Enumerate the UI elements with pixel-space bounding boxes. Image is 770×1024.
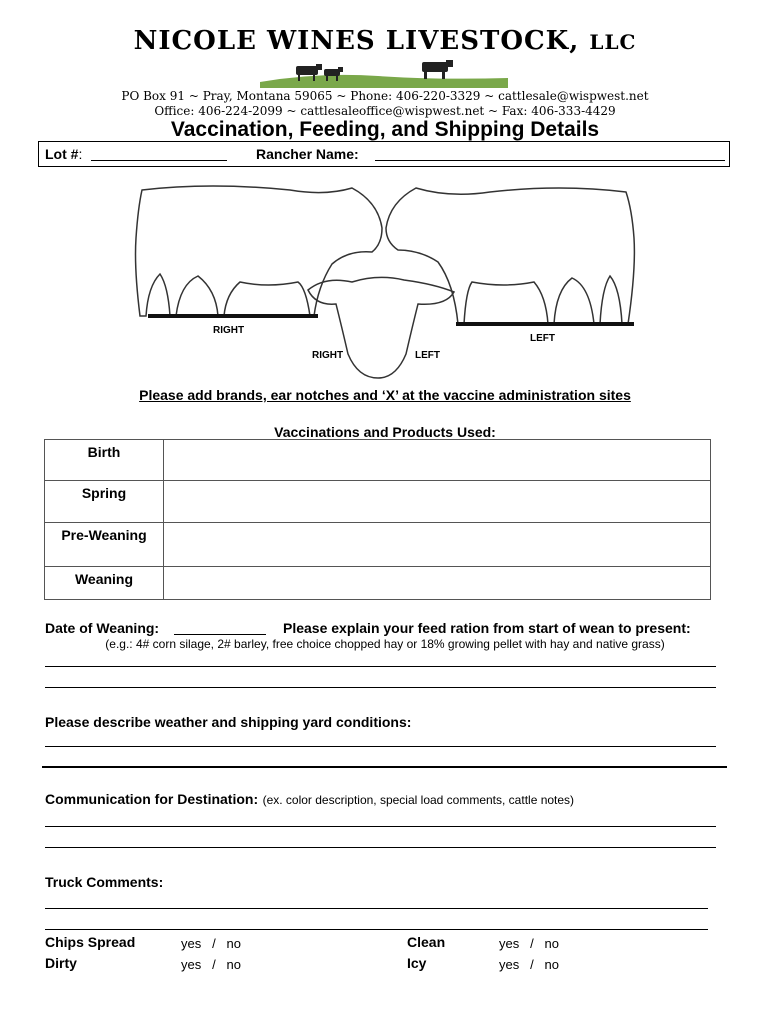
date-of-weaning-field[interactable] bbox=[174, 620, 266, 635]
yes-option[interactable]: yes bbox=[181, 957, 202, 972]
company-name: NICOLE WINES LIVESTOCK, LLC bbox=[133, 26, 637, 56]
weather-line[interactable] bbox=[45, 746, 716, 747]
vaccination-entry-weaning[interactable] bbox=[164, 567, 711, 600]
instruction-text: Please add brands, ear notches and ‘X’ at the vaccine administration sites bbox=[139, 387, 631, 403]
rancher-name-label: Rancher Name: bbox=[256, 146, 359, 162]
form-title: Vaccination, Feeding, and Shipping Details bbox=[170, 118, 600, 141]
section-divider bbox=[42, 766, 727, 768]
grass-logo bbox=[260, 75, 508, 88]
truck-comments-line-2[interactable] bbox=[45, 929, 708, 930]
cow-right-side[interactable] bbox=[136, 186, 383, 316]
clean-label: Clean bbox=[407, 934, 446, 950]
no-option[interactable]: no bbox=[544, 936, 560, 951]
feed-ration-label: Please explain your feed ration from start of wean to present: bbox=[283, 620, 691, 636]
stage-label: Birth bbox=[45, 440, 164, 481]
table-row bbox=[45, 481, 711, 523]
feed-line-1[interactable] bbox=[45, 666, 716, 667]
icy-options: yes / no bbox=[499, 957, 560, 972]
address-line: PO Box 91 ~ Pray, Montana 59065 ~ Phone: 406-220-3329 ~ cattlesale@wispwest.net bbox=[121, 89, 649, 103]
yes-option[interactable]: yes bbox=[499, 957, 520, 972]
truck-comments-line-1[interactable] bbox=[45, 908, 708, 909]
office-line: Office: 406-224-2099 ~ cattlesaleoffice@wispwest.net ~ Fax: 406-333-4429 bbox=[154, 104, 616, 118]
dirty-options: yes / no bbox=[181, 957, 242, 972]
ground-left bbox=[456, 322, 634, 326]
no-option[interactable]: no bbox=[226, 957, 242, 972]
chips-spread-options: yes / no bbox=[181, 936, 242, 951]
chips-spread-label: Chips Spread bbox=[45, 934, 136, 950]
stage-label: Weaning bbox=[45, 567, 164, 600]
dirty-label: Dirty bbox=[45, 955, 77, 971]
yes-option[interactable]: yes bbox=[181, 936, 202, 951]
table-row bbox=[45, 523, 711, 567]
company-suffix: LLC bbox=[589, 30, 637, 54]
cattle-logo bbox=[258, 58, 510, 90]
no-option[interactable]: no bbox=[544, 957, 560, 972]
lot-field[interactable] bbox=[91, 146, 227, 161]
table-row bbox=[45, 440, 711, 481]
lot-label: Lot #: bbox=[45, 146, 83, 162]
stage-label: Pre-Weaning bbox=[45, 523, 164, 567]
date-of-weaning-label: Date of Weaning: bbox=[45, 620, 160, 636]
rancher-name-field[interactable] bbox=[375, 146, 725, 161]
face-left-label: LEFT bbox=[415, 350, 440, 361]
bull-icon bbox=[422, 60, 453, 79]
no-option[interactable]: no bbox=[226, 936, 242, 951]
yes-option[interactable]: yes bbox=[499, 936, 520, 951]
vaccination-entry-birth[interactable] bbox=[164, 440, 711, 481]
truck-comments-label: Truck Comments: bbox=[45, 874, 164, 890]
table-row bbox=[45, 567, 711, 600]
cow-face[interactable] bbox=[308, 277, 454, 378]
right-side-label: RIGHT bbox=[213, 325, 245, 336]
communication-row bbox=[45, 791, 574, 809]
vaccinations-title: Vaccinations and Products Used: bbox=[274, 424, 496, 440]
stage-label: Spring bbox=[45, 481, 164, 523]
lot-rancher-bar bbox=[38, 141, 730, 167]
communication-hint: (ex. color description, special load comments, cattle notes) bbox=[262, 793, 575, 807]
communication-line-2[interactable] bbox=[45, 847, 716, 848]
vaccination-entry-spring[interactable] bbox=[164, 481, 711, 523]
icy-label: Icy bbox=[407, 955, 427, 971]
communication-line-1[interactable] bbox=[45, 826, 716, 827]
cattle-diagram[interactable] bbox=[120, 178, 650, 383]
feed-line-2[interactable] bbox=[45, 687, 716, 688]
clean-options: yes / no bbox=[499, 936, 560, 951]
face-right-label: RIGHT bbox=[312, 350, 344, 361]
ground-right bbox=[148, 314, 318, 318]
vaccinations-table bbox=[44, 439, 711, 600]
vaccination-entry-pre-weaning[interactable] bbox=[164, 523, 711, 567]
communication-label: Communication for Destination: bbox=[45, 791, 259, 807]
feed-example: (e.g.: 4# corn silage, 2# barley, free choice chopped hay or 18% growing pellet with hay and native grass) bbox=[105, 637, 665, 651]
weather-label: Please describe weather and shipping yard conditions: bbox=[45, 714, 412, 730]
left-side-label: LEFT bbox=[530, 333, 555, 344]
